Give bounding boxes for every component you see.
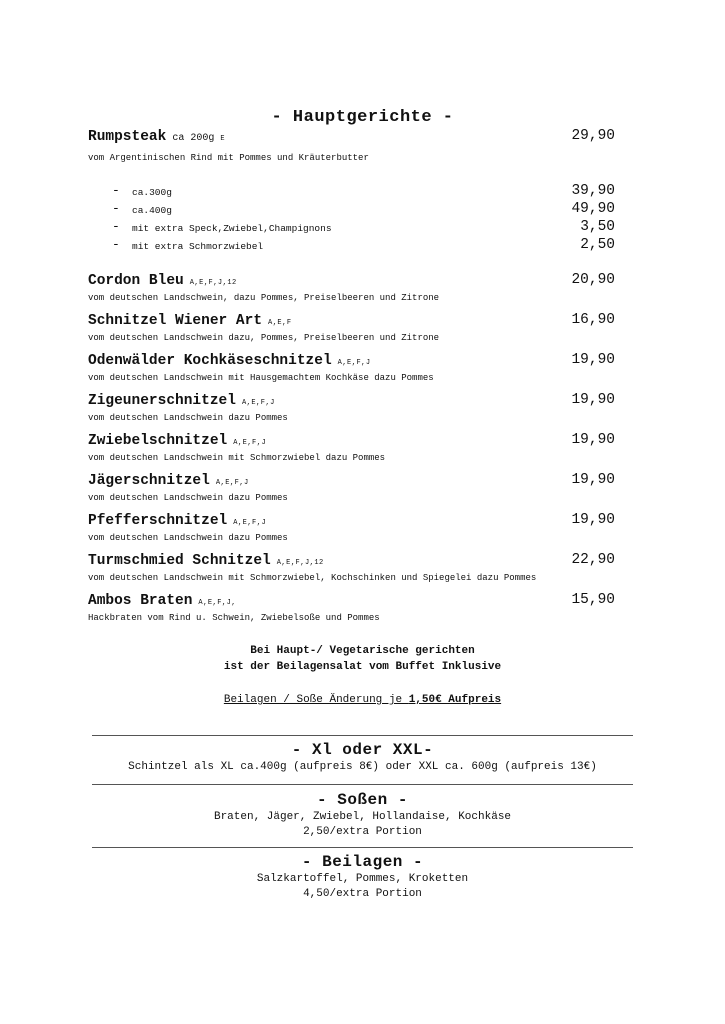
sauces-price: 2,50/extra Portion <box>303 826 422 838</box>
dish-item <box>88 472 615 504</box>
dish-price: 19,90 <box>571 472 615 488</box>
dish-price: 19,90 <box>571 432 615 448</box>
dish-name: Zigeunerschnitzel <box>88 393 236 409</box>
section-title-main-dishes: - Hauptgerichte - <box>271 108 454 127</box>
salad-note-line2: ist der Beilagensalat vom Buffet Inklusive <box>223 661 502 673</box>
dish-description: vom deutschen Landschwein, dazu Pommes, Preiselbeeren und Zitrone <box>88 293 440 303</box>
sides-list: Salzkartoffel, Pommes, Kroketten <box>256 873 469 885</box>
dish-allergens: A,E,F,J <box>233 439 267 447</box>
dish-description: vom deutschen Landschwein dazu Pommes <box>88 493 288 503</box>
option-label: ca.300g <box>132 187 172 198</box>
dish-allergens: E <box>220 135 226 143</box>
dish-item <box>88 272 615 304</box>
dish-name: Cordon Bleu <box>88 273 184 289</box>
dish-description: vom deutschen Landschwein dazu Pommes <box>88 533 288 543</box>
dish-price: 19,90 <box>571 352 615 368</box>
salad-note <box>0 643 725 675</box>
option-dash: - <box>112 183 120 198</box>
dish-item <box>88 552 615 584</box>
section-title-xl: - Xl oder XXL- <box>291 741 434 759</box>
dish-item <box>88 592 615 624</box>
dish-price: 19,90 <box>571 512 615 528</box>
option-dash: - <box>112 219 120 234</box>
dish-description: vom deutschen Landschwein mit Hausgemachtem Kochkäse dazu Pommes <box>88 373 434 383</box>
dish-name: Ambos Braten <box>88 593 193 609</box>
sauces-list: Braten, Jäger, Zwiebel, Hollandaise, Kochkäse <box>213 811 512 823</box>
dish-item <box>88 512 615 544</box>
dish-allergens: A,E,F,J <box>337 359 371 367</box>
dish-item <box>88 392 615 424</box>
dish-description: Hackbraten vom Rind u. Schwein, Zwiebelsoße und Pommes <box>88 613 380 623</box>
option-dash: - <box>112 201 120 216</box>
sides-price: 4,50/extra Portion <box>303 888 422 900</box>
dish-allergens: A,E,F,J,12 <box>189 279 237 287</box>
divider <box>92 784 633 785</box>
option-label: mit extra Schmorzwiebel <box>132 241 264 252</box>
dish-allergens: A,E,F,J <box>241 399 275 407</box>
rumpsteak-option <box>108 201 615 219</box>
dish-allergens: A,E,F,J,12 <box>276 559 324 567</box>
dish-description: vom deutschen Landschwein dazu Pommes <box>88 413 288 423</box>
dish-item <box>88 312 615 344</box>
dish-rumpsteak <box>88 128 615 164</box>
dish-description: vom deutschen Landschwein mit Schmorzwiebel dazu Pommes <box>88 453 386 463</box>
dish-amount: ca 200g <box>172 133 215 144</box>
dish-description: vom deutschen Landschwein dazu, Pommes, Preiselbeeren und Zitrone <box>88 333 440 343</box>
dish-description: vom deutschen Landschwein mit Schmorzwiebel, Kochschinken und Spiegelei dazu Pommes <box>88 573 537 583</box>
surcharge-text: Beilagen / Soße Änderung je <box>223 694 409 706</box>
divider <box>92 847 633 848</box>
section-title-sides: - Beilagen - <box>301 853 424 871</box>
dish-name: Jägerschnitzel <box>88 473 210 489</box>
xl-text: Schintzel als XL ca.400g (aufpreis 8€) oder XXL ca. 600g (aufpreis 13€) <box>128 761 597 773</box>
dish-description: vom Argentinischen Rind mit Pommes und Kräuterbutter <box>88 153 369 163</box>
dish-allergens: A,E,F,J <box>215 479 249 487</box>
dish-price: 19,90 <box>571 392 615 408</box>
option-price: 39,90 <box>571 183 615 199</box>
dish-name: Pfefferschnitzel <box>88 513 228 529</box>
dish-price: 29,90 <box>571 128 615 144</box>
dish-price: 15,90 <box>571 592 615 608</box>
dish-allergens: A,E,F,J, <box>198 599 237 607</box>
dish-name: Odenwälder Kochkäseschnitzel <box>88 353 332 369</box>
dish-name: Schnitzel Wiener Art <box>88 313 263 329</box>
dish-item <box>88 352 615 384</box>
option-price: 2,50 <box>580 237 615 253</box>
rumpsteak-option <box>108 219 615 237</box>
option-label: ca.400g <box>132 205 172 216</box>
option-price: 49,90 <box>571 201 615 217</box>
dish-name: Turmschmied Schnitzel <box>88 553 271 569</box>
rumpsteak-option <box>108 183 615 201</box>
section-title-sauces: - Soßen - <box>317 791 408 809</box>
divider <box>92 735 633 736</box>
rumpsteak-option <box>108 237 615 255</box>
dish-allergens: A,E,F <box>268 319 292 327</box>
dish-item <box>88 432 615 464</box>
dish-name: Zwiebelschnitzel <box>88 433 228 449</box>
dish-price: 22,90 <box>571 552 615 568</box>
option-dash: - <box>112 237 120 252</box>
option-price: 3,50 <box>580 219 615 235</box>
option-label: mit extra Speck,Zwiebel,Champignons <box>132 223 332 234</box>
dish-allergens: A,E,F,J <box>233 519 267 527</box>
dish-price: 16,90 <box>571 312 615 328</box>
salad-note-line1: Bei Haupt-/ Vegetarische gerichten <box>250 645 475 657</box>
surcharge-amount: 1,50€ Aufpreis <box>408 694 502 706</box>
dish-name: Rumpsteak <box>88 129 167 145</box>
dish-price: 20,90 <box>571 272 615 288</box>
surcharge-note <box>0 694 725 706</box>
